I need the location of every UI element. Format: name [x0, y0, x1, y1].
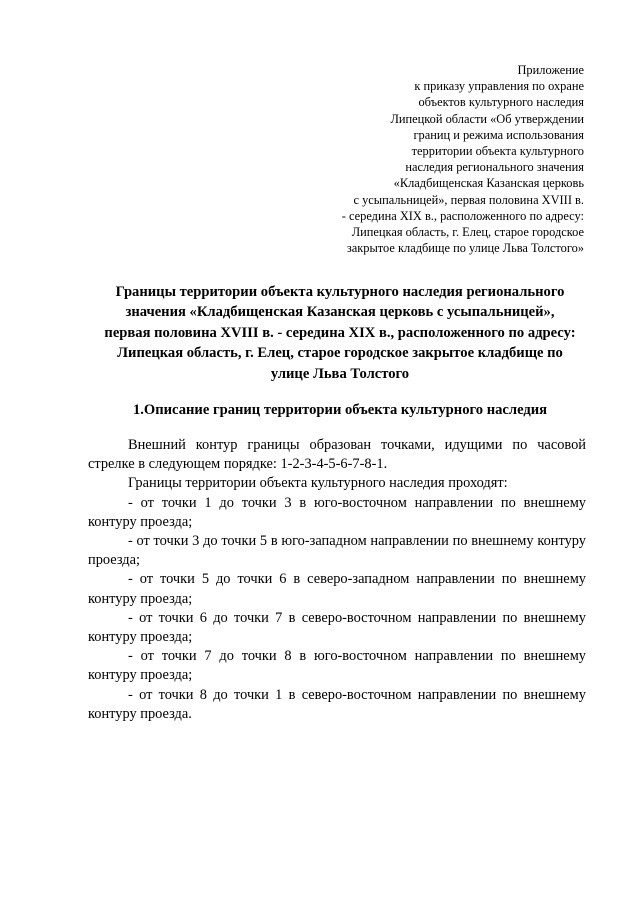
- appendix-line: Приложение: [517, 63, 584, 77]
- appendix-line: объектов культурного наследия: [418, 95, 584, 110]
- title-line: Границы территории объекта культурного наследия регионального: [115, 284, 565, 300]
- appendix-line: границ и режима использования: [413, 127, 584, 142]
- appendix-line: с усыпальницей», первая половина XVIII в.: [353, 192, 584, 207]
- section-heading: 1.Описание границ территории объекта культурного наследия: [132, 402, 548, 418]
- paragraph: Внешний контур границы образован точками, идущими по часовой стрелке в следующем порядке: 1-2-3-4-5-6-7-8-1.: [88, 437, 586, 473]
- list-item: - от точки 5 до точки 6 в северо-западном направлении по внешнему контуру проезда;: [88, 571, 586, 607]
- list-item: - от точки 3 до точки 5 в юго-западном направлении по внешнему контуру проезда;: [88, 533, 586, 569]
- list-item: - от точки 1 до точки 3 в юго-восточном направлении по внешнему контуру проезда;: [88, 494, 586, 530]
- title-line: улице Льва Толстого: [270, 365, 410, 382]
- list-item: - от точки 6 до точки 7 в северо-восточном направлении по внешнему контуру проезда;: [88, 609, 586, 646]
- document-title: [90, 282, 590, 384]
- appendix-line: наследия регионального значения: [405, 160, 584, 175]
- paragraph: Границы территории объекта культурного наследия проходят:: [128, 475, 508, 492]
- appendix-block: [294, 62, 584, 256]
- appendix-line: закрытое кладбище по улице Льва Толстого»: [346, 241, 584, 256]
- section-body: [88, 436, 586, 724]
- appendix-line: Липецкая область, г. Елец, старое городское: [351, 225, 584, 240]
- title-line: первая половина XVIII в. - середина XIX в., расположенного по адресу:: [104, 324, 576, 341]
- appendix-line: Липецкой области «Об утверждении: [390, 111, 584, 126]
- appendix-line: - середина XIX в., расположенного по адресу:: [341, 208, 584, 223]
- list-item: - от точки 8 до точки 1 в северо-восточном направлении по внешнему контуру проезда.: [88, 686, 586, 722]
- list-item: - от точки 7 до точки 8 в юго-восточном направлении по внешнему контуру проезда;: [88, 648, 586, 684]
- appendix-line: к приказу управления по охране: [414, 79, 584, 94]
- appendix-line: территории объекта культурного: [411, 144, 584, 159]
- title-line: Липецкая область, г. Елец, старое городское закрытое кладбище по: [117, 345, 563, 362]
- title-line: значения «Кладбищенская Казанская церковь с усыпальницей»,: [125, 304, 555, 321]
- appendix-line: «Кладбищенская Казанская церковь: [393, 176, 584, 191]
